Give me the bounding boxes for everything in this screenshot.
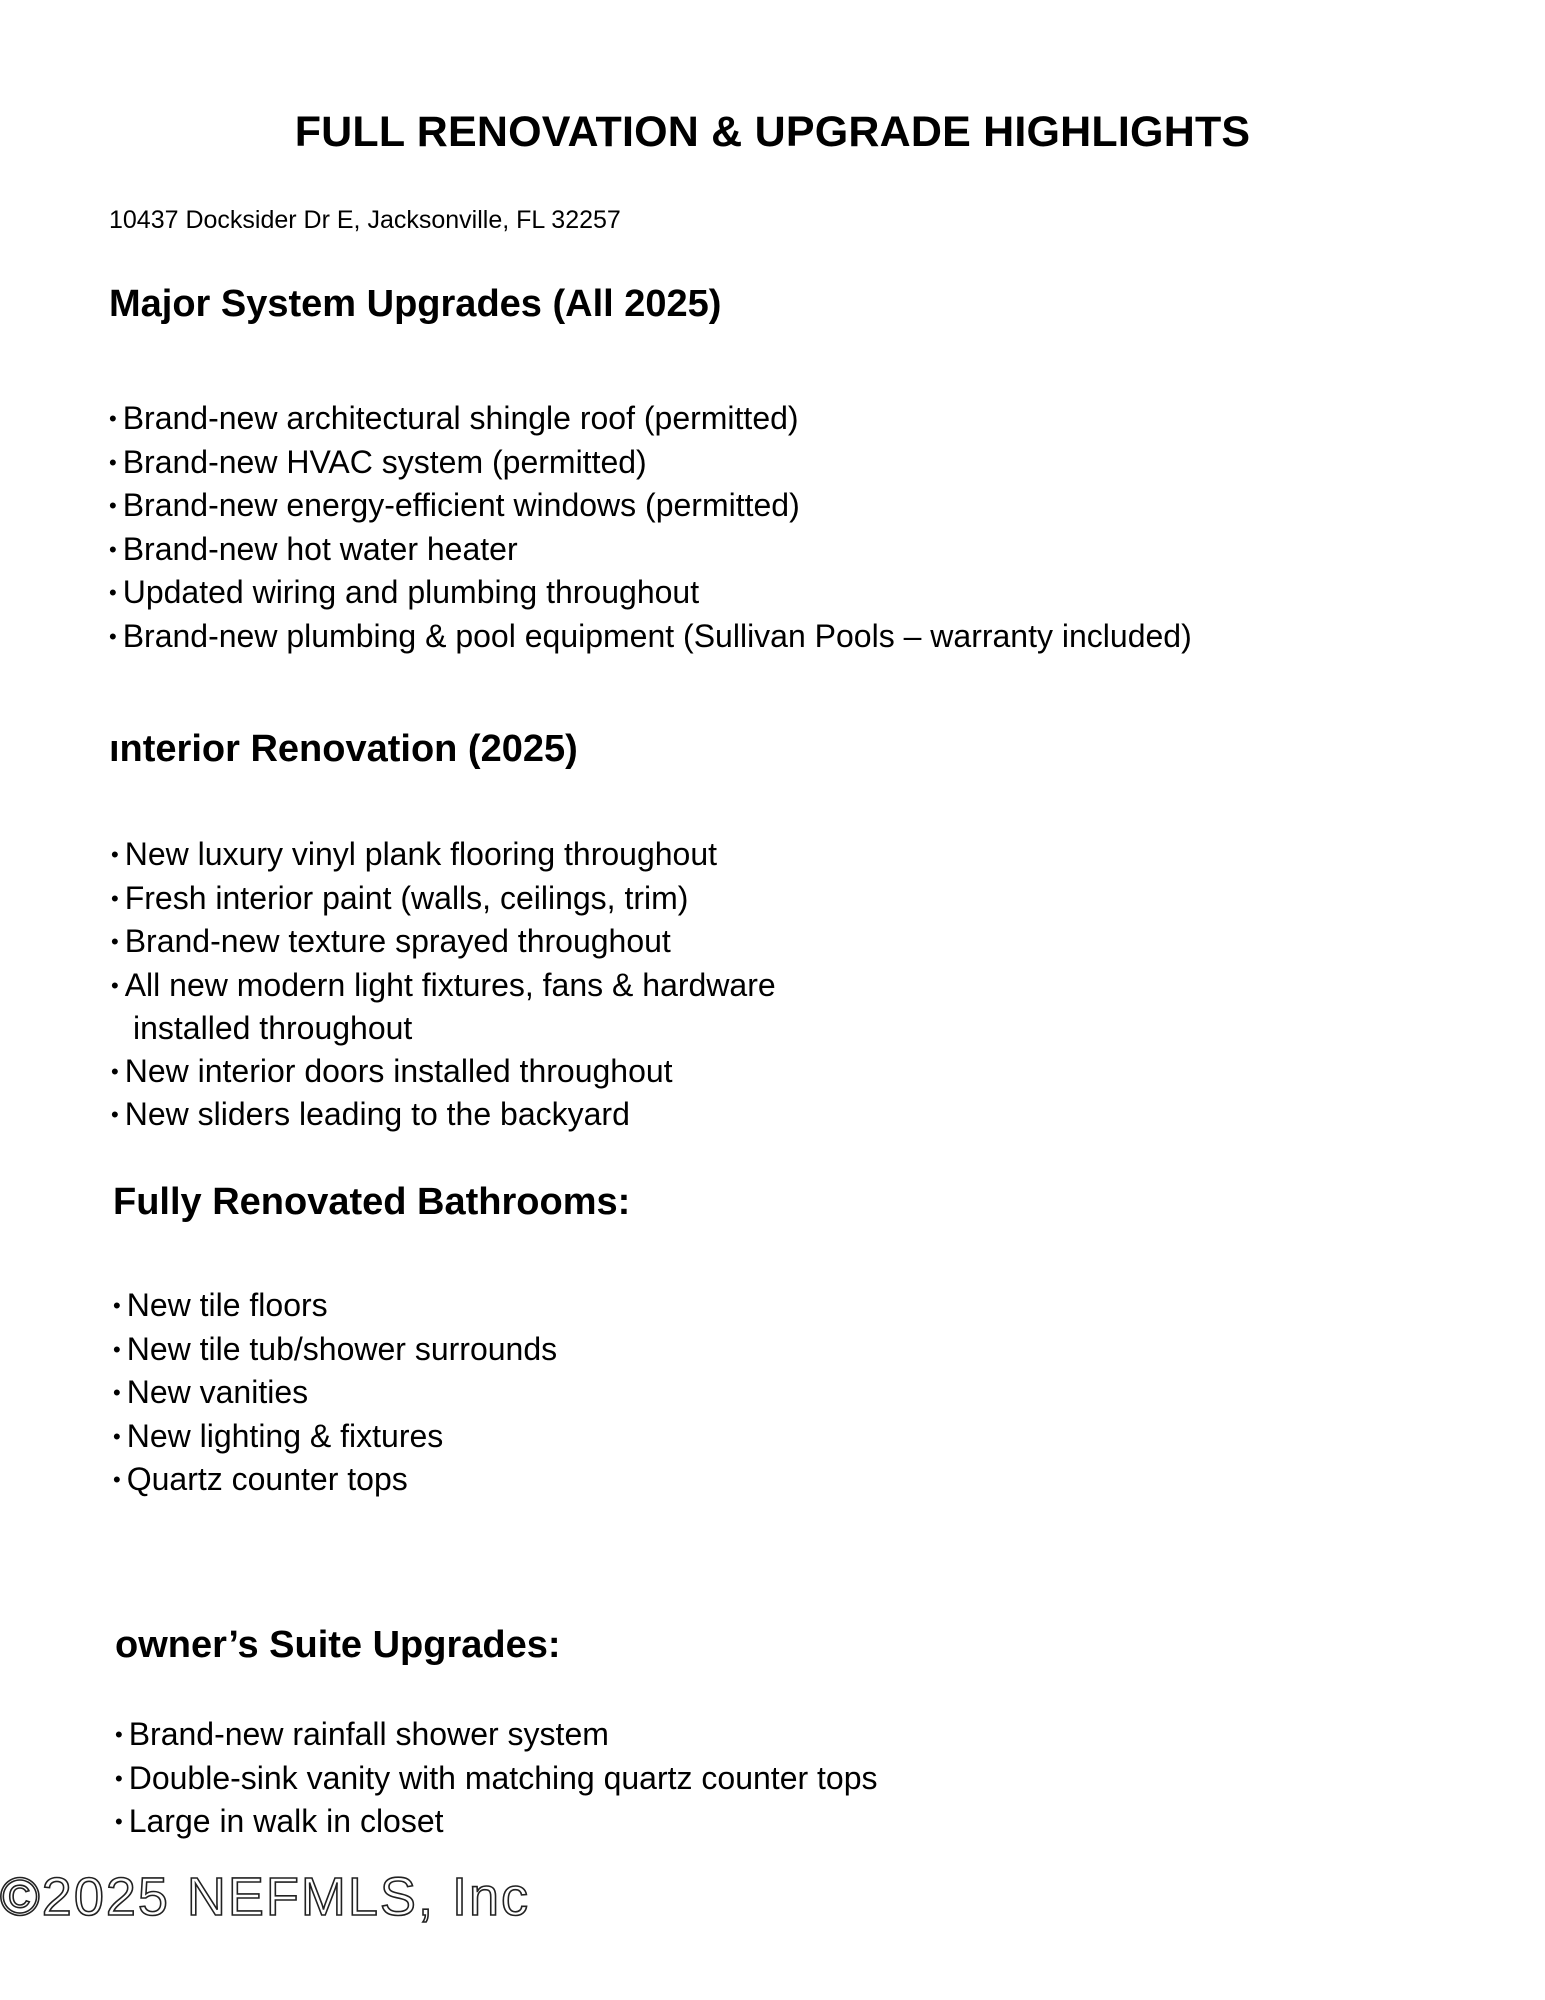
bullet-icon: •	[111, 885, 119, 911]
section-heading-interior: ınterior Renovation (2025)	[109, 728, 578, 770]
page-title: FULL RENOVATION & UPGRADE HIGHLIGHTS	[294, 108, 1251, 156]
list-item: • Fresh interior paint (walls, ceilings, trim)	[111, 877, 776, 921]
list-item: • Brand-new energy-efficient windows (permitted)	[109, 484, 1192, 528]
list-item: • Quartz counter tops	[113, 1458, 557, 1502]
list-item: • New lighting & fixtures	[113, 1415, 557, 1459]
list-item: • New tile floors	[113, 1284, 557, 1328]
section-heading-major-systems: Major System Upgrades (All 2025)	[109, 283, 722, 325]
property-address: 10437 Docksider Dr E, Jacksonville, FL 32257	[109, 206, 621, 234]
bullet-icon: •	[115, 1722, 123, 1747]
bullet-icon: •	[113, 1293, 121, 1318]
list-item: • Large in walk in closet	[115, 1800, 878, 1844]
section-heading-owners-suite: ᴏwner’s Suite Upgrades:	[115, 1624, 561, 1666]
list-item: • Brand-new hot water heater	[109, 528, 1192, 572]
list-item: • New sliders leading to the backyard	[111, 1093, 776, 1137]
bullet-icon: •	[109, 536, 117, 562]
bullet-icon: •	[115, 1809, 123, 1834]
bullet-icon: •	[111, 1058, 119, 1084]
list-item: • New tile tub/shower surrounds	[113, 1328, 557, 1372]
bullet-icon: •	[111, 842, 119, 867]
bullet-icon: •	[109, 406, 117, 431]
bullet-icon: •	[113, 1423, 121, 1449]
list-item: • All new modern light fixtures, fans & hardware installed throughout	[111, 966, 776, 1046]
list-item: • Double-sink vanity with matching quartz counter tops	[115, 1757, 878, 1801]
bullet-icon: •	[113, 1336, 121, 1362]
list-item: • Brand-new rainfall shower system	[115, 1713, 878, 1757]
bullet-icon: •	[109, 623, 117, 649]
list-item: • New interior doors installed throughout	[111, 1050, 776, 1094]
bullet-icon: •	[111, 972, 119, 998]
major-systems-list	[109, 397, 1192, 658]
bullet-icon: •	[113, 1380, 121, 1405]
list-item: • New vanities	[113, 1371, 557, 1415]
bullet-icon: •	[111, 1102, 119, 1127]
list-item: • Brand-new HVAC system (permitted)	[109, 441, 1192, 485]
bullet-icon: •	[113, 1467, 121, 1492]
copyright-watermark: ©2025 NEFMLS, Inc	[0, 1867, 530, 1927]
list-item: • Updated wiring and plumbing throughout	[109, 571, 1192, 615]
list-item: • Brand-new architectural shingle roof (permitted)	[109, 397, 1192, 441]
owners-suite-list	[115, 1713, 878, 1844]
list-item: • Brand-new plumbing & pool equipment (Sullivan Pools – warranty included)	[109, 615, 1192, 659]
bullet-icon: •	[111, 929, 119, 954]
section-heading-bathrooms: Fully Renovated Bathrooms:	[113, 1181, 631, 1223]
list-item: • New luxury vinyl plank flooring throughout	[111, 833, 776, 877]
bullet-icon: •	[109, 449, 117, 475]
bullet-icon: •	[115, 1765, 123, 1791]
bathrooms-list	[113, 1284, 557, 1502]
list-item: • Brand-new texture sprayed throughout	[111, 920, 776, 964]
interior-list	[111, 833, 776, 1137]
bullet-icon: •	[109, 580, 117, 605]
bullet-icon: •	[109, 493, 117, 518]
